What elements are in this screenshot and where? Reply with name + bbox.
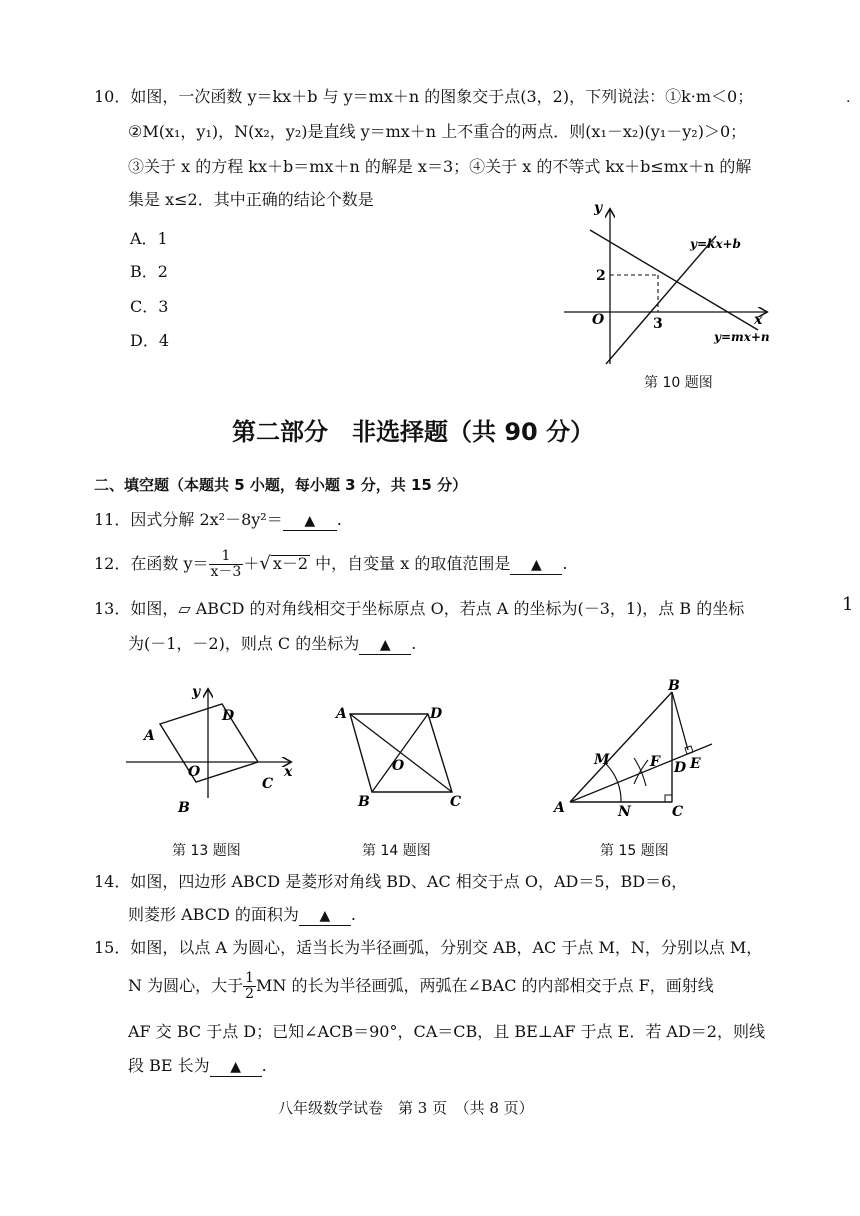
fig10-x-label: x: [754, 312, 763, 328]
q15-line2-wrap: [128, 966, 714, 1006]
q10-line3: ③关于 x 的方程 kx＋b＝mx＋n 的解是 x＝3；④关于 x 的不等式 kx＋b≤mx＋n 的解: [128, 157, 752, 176]
q12-frac-den: x－3: [210, 564, 242, 580]
q10-option-a: A．1: [130, 229, 168, 248]
section2-title: 二、填空题（本题共 5 小题，每小题 3 分，共 15 分）: [94, 476, 468, 494]
q15-line1: 15．如图，以点 A 为圆心，适当长为半径画弧，分别交 AB，AC 于点 M，N，分别以点 M，: [94, 938, 763, 957]
fig10-tick-y: 2: [596, 268, 606, 284]
q15-fraction: [243, 971, 256, 1002]
fig15-label-a: A: [554, 800, 565, 816]
fig14-caption: 第 14 题图: [362, 843, 431, 859]
q12-plus: ＋: [243, 554, 260, 573]
q15-line4-wrap: [128, 1055, 267, 1077]
q13-line2-wrap: [128, 633, 416, 655]
fig10-tick-x: 3: [653, 316, 663, 332]
q10-line4: 集是 x≤2．其中正确的结论个数是: [128, 190, 374, 209]
q12-pre: 12．在函数 y＝: [94, 554, 209, 573]
fig15-label-m: M: [594, 752, 610, 768]
q10-option-b: B．2: [130, 262, 168, 281]
figure-10: [560, 198, 790, 370]
fig10-label-mxn: y=mx+n: [714, 330, 770, 344]
fig13-label-b: B: [178, 800, 190, 816]
fig15-caption: 第 15 题图: [600, 843, 669, 859]
q15-line2-post: MN 的长为半径画弧，两弧在∠BAC 的内部相交于点 F，画射线: [256, 976, 714, 995]
fig13-y-label: y: [192, 684, 201, 700]
q10-option-c: C．3: [130, 297, 169, 316]
fig14-label-c: C: [450, 794, 462, 810]
q15-answer-blank[interactable]: [210, 1057, 262, 1077]
fig15-label-d: D: [674, 760, 687, 776]
fig10-label-kxb: y=kx+b: [690, 237, 741, 251]
q15-frac-den: 2: [245, 986, 255, 1002]
q12-post: 中，自变量 x 的取值范围是: [310, 554, 511, 573]
q12-end: .: [562, 554, 568, 573]
fig10-y-label: y: [594, 200, 603, 216]
fig15-label-f: F: [650, 754, 660, 770]
q15-end: .: [261, 1056, 267, 1075]
q14-line2-wrap: [128, 904, 356, 926]
fig15-label-c: C: [672, 804, 684, 820]
q13-line2: 为(－1，－2)，则点 C 的坐标为: [128, 634, 360, 653]
fig15-label-e: E: [690, 756, 701, 772]
fig15-segment-be: [672, 692, 688, 750]
q10-line2: ②M(x₁，y₁)，N(x₂，y₂)是直线 y＝mx＋n 上不重合的两点．则(x₁－x₂)(y₁－y₂)＞0；: [128, 122, 747, 141]
q11-end: .: [336, 510, 342, 529]
q15-blank-triangle: ▲: [230, 1059, 242, 1075]
q14-answer-blank[interactable]: [299, 906, 351, 926]
figure-14: [330, 696, 470, 816]
fig13-caption: 第 13 题图: [172, 843, 241, 859]
fig13-label-a: A: [144, 728, 155, 744]
q12-answer-blank[interactable]: [510, 555, 562, 575]
q12: [94, 544, 567, 584]
q11-answer-blank[interactable]: [283, 511, 337, 531]
q12-fraction: [209, 549, 244, 580]
fig13-label-d: D: [222, 708, 235, 724]
radical-icon: √: [259, 553, 271, 574]
margin-number: 1: [842, 594, 854, 615]
fig15-side-ab: [570, 692, 672, 802]
fig15-label-b: B: [668, 678, 680, 694]
fig10-origin-label: O: [592, 312, 605, 328]
part2-title: 第二部分 非选择题（共 90 分）: [232, 418, 595, 446]
margin-dot: .: [846, 90, 851, 106]
fig15-label-n: N: [618, 804, 631, 820]
q12-blank-triangle: ▲: [530, 557, 542, 573]
figure-13: [120, 680, 300, 820]
q13-answer-blank[interactable]: [359, 635, 411, 655]
fig15-right-angle-c: [665, 795, 672, 802]
q11-text: 11．因式分解 2x²－8y²＝: [94, 510, 283, 529]
q11-blank-triangle: ▲: [304, 513, 316, 529]
fig10-caption: 第 10 题图: [644, 375, 713, 391]
fig13-x-label: x: [284, 764, 293, 780]
q14-line1: 14．如图，四边形 ABCD 是菱形对角线 BD、AC 相交于点 O，AD＝5，BD＝6，: [94, 872, 688, 891]
fig13-parallelogram: [160, 704, 258, 782]
fig14-label-d: D: [430, 706, 443, 722]
fig14-diagonal-bd: [372, 714, 428, 792]
figure-15: [548, 678, 718, 824]
q15-frac-num: 1: [245, 970, 255, 986]
q12-sqrt-content: x－2: [272, 554, 309, 573]
q15-line3: AF 交 BC 于点 D；已知∠ACB＝90°，CA＝CB，且 BE⊥AF 于点 E．若 AD＝2，则线: [128, 1022, 765, 1041]
fig13-label-o: O: [188, 764, 201, 780]
q13-end: .: [411, 634, 417, 653]
q10-option-d: D．4: [130, 331, 170, 350]
q15-line4: 段 BE 长为: [128, 1056, 210, 1075]
q14-blank-triangle: ▲: [319, 908, 331, 924]
fig10-line-kxb: [606, 236, 716, 364]
q13-blank-triangle: ▲: [379, 637, 391, 653]
q10-line1: 10．如图，一次函数 y＝kx＋b 与 y＝mx＋n 的图象交于点(3，2)，下列说法：①k·m＜0；: [94, 87, 754, 106]
page-footer: 八年级数学试卷 第 3 页 （共 8 页）: [278, 1099, 534, 1117]
fig13-label-c: C: [262, 776, 274, 792]
q14-end: .: [350, 905, 356, 924]
q11: [94, 509, 342, 531]
fig14-label-o: O: [392, 758, 405, 774]
q14-line2: 则菱形 ABCD 的面积为: [128, 905, 299, 924]
q13-line1: 13．如图，▱ ABCD 的对角线相交于坐标原点 O，若点 A 的坐标为(－3，1)，点 B 的坐标: [94, 599, 745, 618]
fig14-diagonal-ac: [350, 714, 452, 792]
fig15-arc-mn: [606, 764, 621, 802]
q12-frac-num: 1: [209, 549, 244, 565]
fig14-label-a: A: [336, 706, 347, 722]
q15-line2-pre: N 为圆心，大于: [128, 976, 244, 995]
fig14-label-b: B: [358, 794, 370, 810]
